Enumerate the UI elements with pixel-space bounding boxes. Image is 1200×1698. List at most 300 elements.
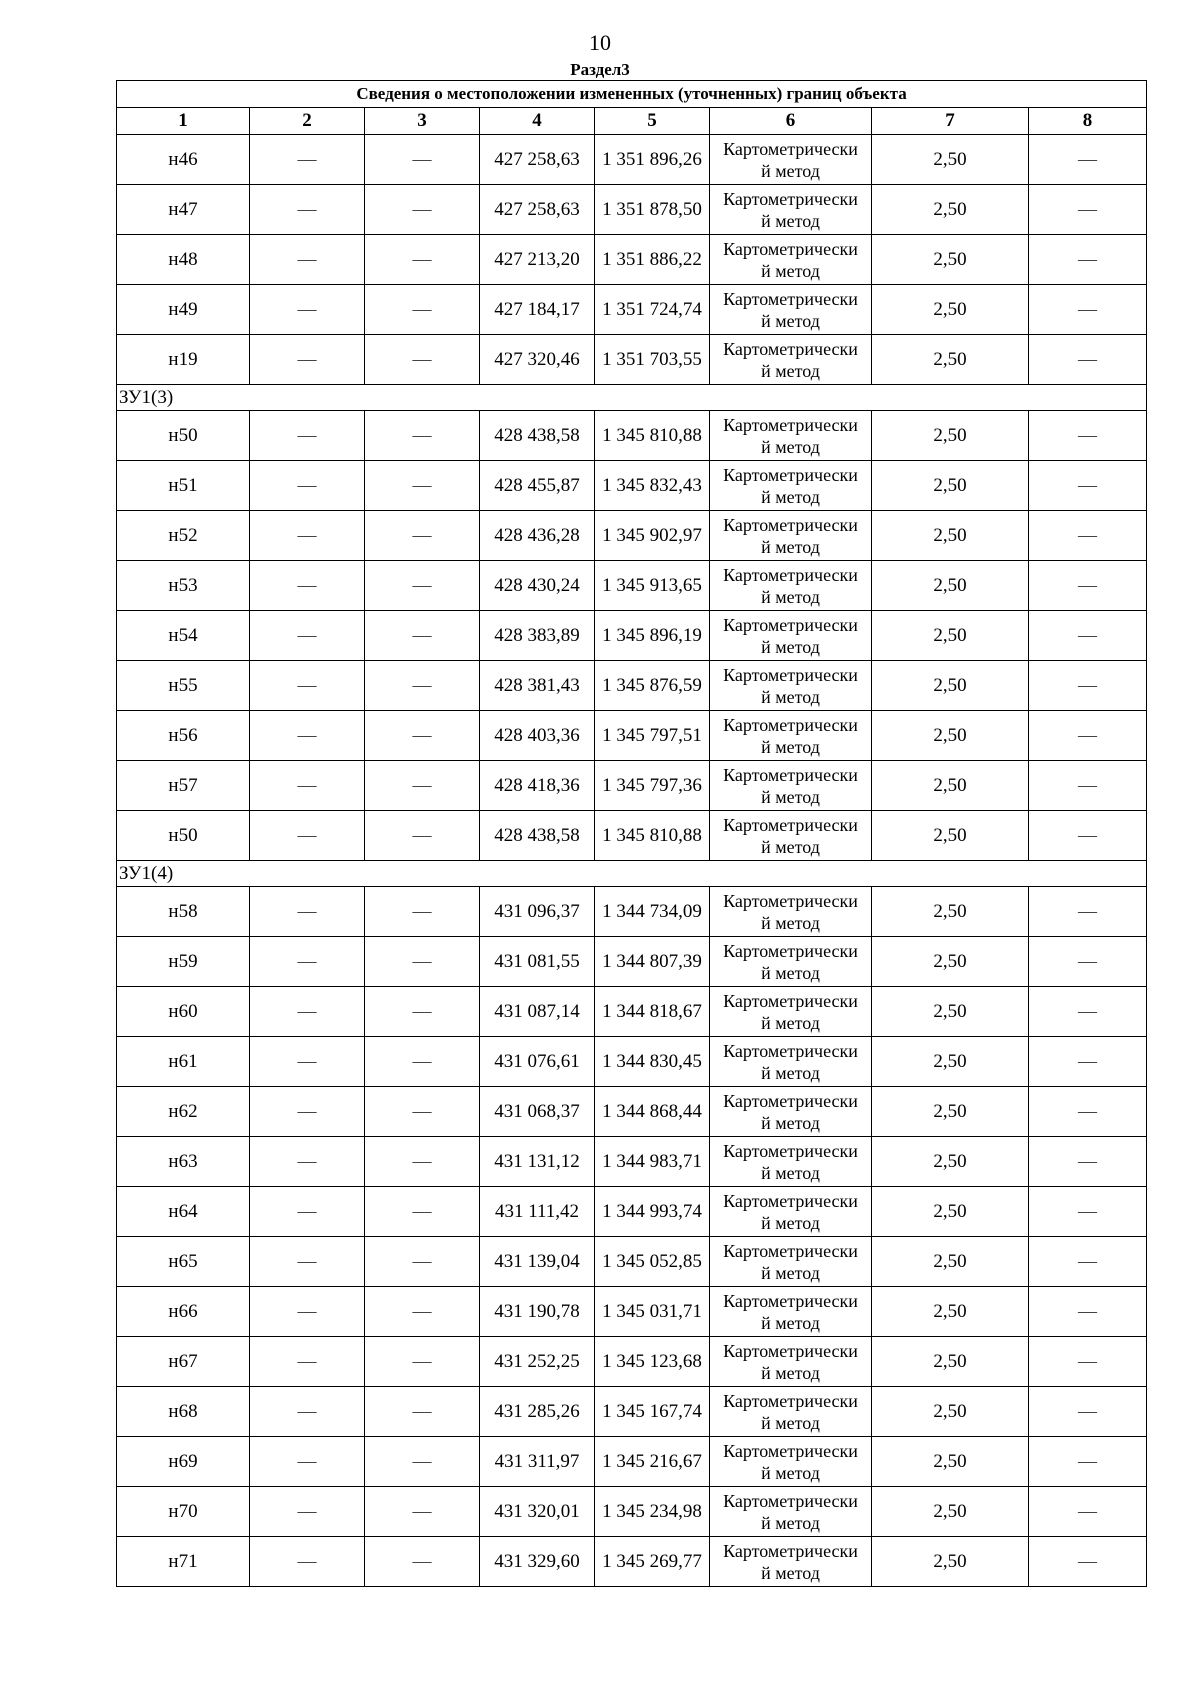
- precision-cell: 2,50: [872, 661, 1029, 711]
- precision-cell: 2,50: [872, 461, 1029, 511]
- table-row: [117, 185, 1147, 235]
- method-line2: й метод: [761, 786, 820, 807]
- table-row: [117, 1537, 1147, 1587]
- method-line2: й метод: [761, 1162, 820, 1183]
- y-coordinate-cell: 1 351 703,55: [595, 335, 710, 385]
- x-coordinate-cell: 428 383,89: [480, 611, 595, 661]
- y-coordinate-cell: 1 345 052,85: [595, 1237, 710, 1287]
- x-coordinate-cell: 428 418,36: [480, 761, 595, 811]
- dash-cell: —: [365, 1287, 480, 1337]
- dash-cell: —: [250, 761, 365, 811]
- dash-cell: —: [365, 135, 480, 185]
- method-line1: Картометрически: [723, 288, 858, 309]
- method-cell: [710, 235, 872, 285]
- method-line1: Картометрически: [723, 514, 858, 535]
- precision-cell: 2,50: [872, 1337, 1029, 1387]
- method-cell: [710, 611, 872, 661]
- dash-cell: —: [1029, 411, 1147, 461]
- dash-cell: —: [250, 511, 365, 561]
- method-cell: [710, 411, 872, 461]
- y-coordinate-cell: 1 345 902,97: [595, 511, 710, 561]
- method-line1: Картометрически: [723, 1490, 858, 1511]
- y-coordinate-cell: 1 345 167,74: [595, 1387, 710, 1437]
- table-row: [117, 1287, 1147, 1337]
- y-coordinate-cell: 1 345 123,68: [595, 1337, 710, 1387]
- dash-cell: —: [1029, 711, 1147, 761]
- precision-cell: 2,50: [872, 285, 1029, 335]
- dash-cell: —: [365, 611, 480, 661]
- column-number: 3: [365, 108, 480, 135]
- boundary-coordinates-table: [116, 80, 1147, 1587]
- y-coordinate-cell: 1 345 810,88: [595, 411, 710, 461]
- table-caption-row: [117, 81, 1147, 108]
- method-line1: Картометрически: [723, 714, 858, 735]
- x-coordinate-cell: 428 438,58: [480, 811, 595, 861]
- table-row: [117, 761, 1147, 811]
- table-row: [117, 1037, 1147, 1087]
- method-line1: Картометрически: [723, 338, 858, 359]
- dash-cell: —: [1029, 1187, 1147, 1237]
- method-line1: Картометрически: [723, 1390, 858, 1411]
- precision-cell: 2,50: [872, 185, 1029, 235]
- point-name-cell: н50: [117, 811, 250, 861]
- point-name-cell: н53: [117, 561, 250, 611]
- method-cell: [710, 461, 872, 511]
- dash-cell: —: [250, 135, 365, 185]
- dash-cell: —: [365, 987, 480, 1037]
- y-coordinate-cell: 1 345 269,77: [595, 1537, 710, 1587]
- dash-cell: —: [365, 1237, 480, 1287]
- method-line2: й метод: [761, 912, 820, 933]
- dash-cell: —: [1029, 285, 1147, 335]
- dash-cell: —: [1029, 1437, 1147, 1487]
- method-line1: Картометрически: [723, 464, 858, 485]
- dash-cell: —: [365, 887, 480, 937]
- dash-cell: —: [1029, 235, 1147, 285]
- method-line1: Картометрически: [723, 188, 858, 209]
- y-coordinate-cell: 1 351 896,26: [595, 135, 710, 185]
- point-name-cell: н65: [117, 1237, 250, 1287]
- group-header-row: [117, 861, 1147, 887]
- method-cell: [710, 1387, 872, 1437]
- dash-cell: —: [250, 1287, 365, 1337]
- x-coordinate-cell: 431 111,42: [480, 1187, 595, 1237]
- x-coordinate-cell: 431 252,25: [480, 1337, 595, 1387]
- precision-cell: 2,50: [872, 1537, 1029, 1587]
- dash-cell: —: [250, 987, 365, 1037]
- precision-cell: 2,50: [872, 711, 1029, 761]
- y-coordinate-cell: 1 345 876,59: [595, 661, 710, 711]
- x-coordinate-cell: 431 311,97: [480, 1437, 595, 1487]
- dash-cell: —: [365, 661, 480, 711]
- method-line1: Картометрически: [723, 1140, 858, 1161]
- dash-cell: —: [250, 285, 365, 335]
- dash-cell: —: [250, 1037, 365, 1087]
- method-line2: й метод: [761, 436, 820, 457]
- method-line2: й метод: [761, 360, 820, 381]
- method-line1: Картометрически: [723, 414, 858, 435]
- method-line2: й метод: [761, 486, 820, 507]
- dash-cell: —: [250, 887, 365, 937]
- method-cell: [710, 811, 872, 861]
- dash-cell: —: [365, 185, 480, 235]
- dash-cell: —: [1029, 937, 1147, 987]
- method-line2: й метод: [761, 736, 820, 757]
- method-cell: [710, 1237, 872, 1287]
- point-name-cell: н68: [117, 1387, 250, 1437]
- dash-cell: —: [250, 1537, 365, 1587]
- method-line2: й метод: [761, 686, 820, 707]
- group-label: ЗУ1(3): [117, 385, 1147, 411]
- point-name-cell: н52: [117, 511, 250, 561]
- dash-cell: —: [1029, 887, 1147, 937]
- dash-cell: —: [1029, 135, 1147, 185]
- method-line1: Картометрически: [723, 1290, 858, 1311]
- dash-cell: —: [250, 1137, 365, 1187]
- x-coordinate-cell: 427 258,63: [480, 185, 595, 235]
- method-line2: й метод: [761, 160, 820, 181]
- x-coordinate-cell: 431 081,55: [480, 937, 595, 987]
- column-number: 2: [250, 108, 365, 135]
- precision-cell: 2,50: [872, 761, 1029, 811]
- method-cell: [710, 135, 872, 185]
- dash-cell: —: [1029, 561, 1147, 611]
- x-coordinate-cell: 427 258,63: [480, 135, 595, 185]
- method-line1: Картометрически: [723, 1240, 858, 1261]
- dash-cell: —: [365, 461, 480, 511]
- table-row: [117, 1237, 1147, 1287]
- dash-cell: —: [250, 1387, 365, 1437]
- y-coordinate-cell: 1 344 807,39: [595, 937, 710, 987]
- dash-cell: —: [1029, 1087, 1147, 1137]
- dash-cell: —: [365, 811, 480, 861]
- x-coordinate-cell: 431 131,12: [480, 1137, 595, 1187]
- x-coordinate-cell: 431 285,26: [480, 1387, 595, 1437]
- table-row: [117, 1187, 1147, 1237]
- x-coordinate-cell: 431 139,04: [480, 1237, 595, 1287]
- dash-cell: —: [365, 937, 480, 987]
- method-cell: [710, 711, 872, 761]
- dash-cell: —: [365, 1337, 480, 1387]
- method-cell: [710, 511, 872, 561]
- x-coordinate-cell: 431 190,78: [480, 1287, 595, 1337]
- method-cell: [710, 887, 872, 937]
- table-row: [117, 1487, 1147, 1537]
- point-name-cell: н54: [117, 611, 250, 661]
- x-coordinate-cell: 428 438,58: [480, 411, 595, 461]
- dash-cell: —: [250, 711, 365, 761]
- table-row: [117, 1337, 1147, 1387]
- dash-cell: —: [1029, 1537, 1147, 1587]
- y-coordinate-cell: 1 345 832,43: [595, 461, 710, 511]
- method-line2: й метод: [761, 536, 820, 557]
- dash-cell: —: [250, 1087, 365, 1137]
- method-line1: Картометрически: [723, 1190, 858, 1211]
- method-line2: й метод: [761, 1212, 820, 1233]
- method-cell: [710, 1037, 872, 1087]
- method-line1: Картометрически: [723, 664, 858, 685]
- method-cell: [710, 1087, 872, 1137]
- dash-cell: —: [1029, 185, 1147, 235]
- dash-cell: —: [1029, 511, 1147, 561]
- point-name-cell: н66: [117, 1287, 250, 1337]
- group-header-row: [117, 385, 1147, 411]
- table-row: [117, 611, 1147, 661]
- method-line2: й метод: [761, 962, 820, 983]
- method-cell: [710, 1437, 872, 1487]
- method-cell: [710, 1537, 872, 1587]
- table-row: [117, 511, 1147, 561]
- table-row: [117, 1137, 1147, 1187]
- point-name-cell: н63: [117, 1137, 250, 1187]
- table-row: [117, 1437, 1147, 1487]
- x-coordinate-cell: 428 455,87: [480, 461, 595, 511]
- method-cell: [710, 1337, 872, 1387]
- y-coordinate-cell: 1 344 830,45: [595, 1037, 710, 1087]
- method-line1: Картометрически: [723, 1340, 858, 1361]
- method-line1: Картометрически: [723, 814, 858, 835]
- method-cell: [710, 1187, 872, 1237]
- precision-cell: 2,50: [872, 1287, 1029, 1337]
- x-coordinate-cell: 431 320,01: [480, 1487, 595, 1537]
- method-line2: й метод: [761, 1012, 820, 1033]
- dash-cell: —: [365, 1037, 480, 1087]
- point-name-cell: н71: [117, 1537, 250, 1587]
- y-coordinate-cell: 1 345 913,65: [595, 561, 710, 611]
- method-line1: Картометрически: [723, 238, 858, 259]
- dash-cell: —: [250, 811, 365, 861]
- dash-cell: —: [365, 1087, 480, 1137]
- method-cell: [710, 761, 872, 811]
- point-name-cell: н46: [117, 135, 250, 185]
- precision-cell: 2,50: [872, 1237, 1029, 1287]
- y-coordinate-cell: 1 344 868,44: [595, 1087, 710, 1137]
- point-name-cell: н55: [117, 661, 250, 711]
- point-name-cell: н48: [117, 235, 250, 285]
- precision-cell: 2,50: [872, 1437, 1029, 1487]
- y-coordinate-cell: 1 345 810,88: [595, 811, 710, 861]
- dash-cell: —: [365, 1137, 480, 1187]
- precision-cell: 2,50: [872, 411, 1029, 461]
- y-coordinate-cell: 1 345 234,98: [595, 1487, 710, 1537]
- precision-cell: 2,50: [872, 235, 1029, 285]
- x-coordinate-cell: 428 403,36: [480, 711, 595, 761]
- method-line1: Картометрически: [723, 940, 858, 961]
- method-line1: Картометрически: [723, 1440, 858, 1461]
- dash-cell: —: [365, 1487, 480, 1537]
- point-name-cell: н70: [117, 1487, 250, 1537]
- dash-cell: —: [365, 235, 480, 285]
- method-cell: [710, 335, 872, 385]
- precision-cell: 2,50: [872, 511, 1029, 561]
- dash-cell: —: [1029, 1487, 1147, 1537]
- y-coordinate-cell: 1 351 886,22: [595, 235, 710, 285]
- point-name-cell: н50: [117, 411, 250, 461]
- x-coordinate-cell: 427 213,20: [480, 235, 595, 285]
- method-cell: [710, 1137, 872, 1187]
- x-coordinate-cell: 428 381,43: [480, 661, 595, 711]
- method-line2: й метод: [761, 1312, 820, 1333]
- dash-cell: —: [1029, 1137, 1147, 1187]
- precision-cell: 2,50: [872, 335, 1029, 385]
- y-coordinate-cell: 1 344 993,74: [595, 1187, 710, 1237]
- x-coordinate-cell: 428 436,28: [480, 511, 595, 561]
- precision-cell: 2,50: [872, 987, 1029, 1037]
- method-line2: й метод: [761, 1062, 820, 1083]
- point-name-cell: н67: [117, 1337, 250, 1387]
- dash-cell: —: [365, 285, 480, 335]
- precision-cell: 2,50: [872, 1487, 1029, 1537]
- table-row: [117, 285, 1147, 335]
- table-caption: Сведения о местоположении измененных (уточненных) границ объекта: [117, 81, 1147, 108]
- method-cell: [710, 937, 872, 987]
- dash-cell: —: [1029, 1037, 1147, 1087]
- dash-cell: —: [1029, 1337, 1147, 1387]
- method-line2: й метод: [761, 1412, 820, 1433]
- precision-cell: 2,50: [872, 611, 1029, 661]
- table-row: [117, 135, 1147, 185]
- point-name-cell: н61: [117, 1037, 250, 1087]
- y-coordinate-cell: 1 344 983,71: [595, 1137, 710, 1187]
- dash-cell: —: [250, 937, 365, 987]
- y-coordinate-cell: 1 344 734,09: [595, 887, 710, 937]
- section-title: Раздел3: [570, 60, 630, 79]
- method-cell: [710, 1287, 872, 1337]
- table-row: [117, 987, 1147, 1037]
- method-line1: Картометрически: [723, 764, 858, 785]
- x-coordinate-cell: 428 430,24: [480, 561, 595, 611]
- method-line2: й метод: [761, 836, 820, 857]
- point-name-cell: н58: [117, 887, 250, 937]
- point-name-cell: н57: [117, 761, 250, 811]
- method-line2: й метод: [761, 210, 820, 231]
- precision-cell: 2,50: [872, 887, 1029, 937]
- dash-cell: —: [1029, 461, 1147, 511]
- x-coordinate-cell: 431 087,14: [480, 987, 595, 1037]
- dash-cell: —: [365, 1537, 480, 1587]
- dash-cell: —: [250, 1437, 365, 1487]
- method-cell: [710, 185, 872, 235]
- table-row: [117, 661, 1147, 711]
- y-coordinate-cell: 1 345 797,36: [595, 761, 710, 811]
- method-line1: Картометрически: [723, 890, 858, 911]
- dash-cell: —: [365, 1437, 480, 1487]
- method-line1: Картометрически: [723, 1090, 858, 1111]
- method-line1: Картометрически: [723, 614, 858, 635]
- method-line2: й метод: [761, 1562, 820, 1583]
- page-number: 10: [589, 30, 611, 55]
- y-coordinate-cell: 1 351 878,50: [595, 185, 710, 235]
- dash-cell: —: [1029, 1287, 1147, 1337]
- method-line2: й метод: [761, 1112, 820, 1133]
- method-line2: й метод: [761, 1362, 820, 1383]
- method-cell: [710, 987, 872, 1037]
- column-number-row: [117, 108, 1147, 135]
- x-coordinate-cell: 427 184,17: [480, 285, 595, 335]
- dash-cell: —: [250, 1237, 365, 1287]
- y-coordinate-cell: 1 345 896,19: [595, 611, 710, 661]
- dash-cell: —: [1029, 611, 1147, 661]
- precision-cell: 2,50: [872, 1187, 1029, 1237]
- point-name-cell: н49: [117, 285, 250, 335]
- point-name-cell: н60: [117, 987, 250, 1037]
- y-coordinate-cell: 1 345 797,51: [595, 711, 710, 761]
- dash-cell: —: [250, 461, 365, 511]
- y-coordinate-cell: 1 345 216,67: [595, 1437, 710, 1487]
- dash-cell: —: [365, 335, 480, 385]
- table-row: [117, 887, 1147, 937]
- x-coordinate-cell: 431 068,37: [480, 1087, 595, 1137]
- table-row: [117, 335, 1147, 385]
- column-number: 5: [595, 108, 710, 135]
- dash-cell: —: [1029, 335, 1147, 385]
- dash-cell: —: [250, 335, 365, 385]
- method-cell: [710, 561, 872, 611]
- method-line1: Картометрически: [723, 1040, 858, 1061]
- precision-cell: 2,50: [872, 1087, 1029, 1137]
- column-number: 4: [480, 108, 595, 135]
- dash-cell: —: [250, 1337, 365, 1387]
- y-coordinate-cell: 1 344 818,67: [595, 987, 710, 1037]
- point-name-cell: н47: [117, 185, 250, 235]
- table-row: [117, 937, 1147, 987]
- table-row: [117, 461, 1147, 511]
- column-number: 1: [117, 108, 250, 135]
- point-name-cell: н62: [117, 1087, 250, 1137]
- dash-cell: —: [365, 411, 480, 461]
- dash-cell: —: [250, 561, 365, 611]
- dash-cell: —: [1029, 987, 1147, 1037]
- method-cell: [710, 661, 872, 711]
- method-line2: й метод: [761, 310, 820, 331]
- dash-cell: —: [1029, 1387, 1147, 1437]
- point-name-cell: н64: [117, 1187, 250, 1237]
- point-name-cell: н19: [117, 335, 250, 385]
- table-row: [117, 235, 1147, 285]
- precision-cell: 2,50: [872, 135, 1029, 185]
- dash-cell: —: [250, 235, 365, 285]
- dash-cell: —: [250, 611, 365, 661]
- x-coordinate-cell: 431 096,37: [480, 887, 595, 937]
- dash-cell: —: [365, 561, 480, 611]
- dash-cell: —: [250, 185, 365, 235]
- column-number: 6: [710, 108, 872, 135]
- table-row: [117, 1387, 1147, 1437]
- method-line1: Картометрически: [723, 138, 858, 159]
- method-line2: й метод: [761, 636, 820, 657]
- precision-cell: 2,50: [872, 561, 1029, 611]
- method-line2: й метод: [761, 1462, 820, 1483]
- method-line1: Картометрически: [723, 564, 858, 585]
- dash-cell: —: [1029, 811, 1147, 861]
- precision-cell: 2,50: [872, 1037, 1029, 1087]
- x-coordinate-cell: 427 320,46: [480, 335, 595, 385]
- method-line1: Картометрически: [723, 1540, 858, 1561]
- point-name-cell: н69: [117, 1437, 250, 1487]
- method-cell: [710, 1487, 872, 1537]
- precision-cell: 2,50: [872, 1387, 1029, 1437]
- y-coordinate-cell: 1 351 724,74: [595, 285, 710, 335]
- point-name-cell: н51: [117, 461, 250, 511]
- dash-cell: —: [250, 1187, 365, 1237]
- dash-cell: —: [365, 1387, 480, 1437]
- precision-cell: 2,50: [872, 811, 1029, 861]
- point-name-cell: н56: [117, 711, 250, 761]
- column-number: 7: [872, 108, 1029, 135]
- method-line1: Картометрически: [723, 990, 858, 1011]
- dash-cell: —: [250, 661, 365, 711]
- dash-cell: —: [1029, 761, 1147, 811]
